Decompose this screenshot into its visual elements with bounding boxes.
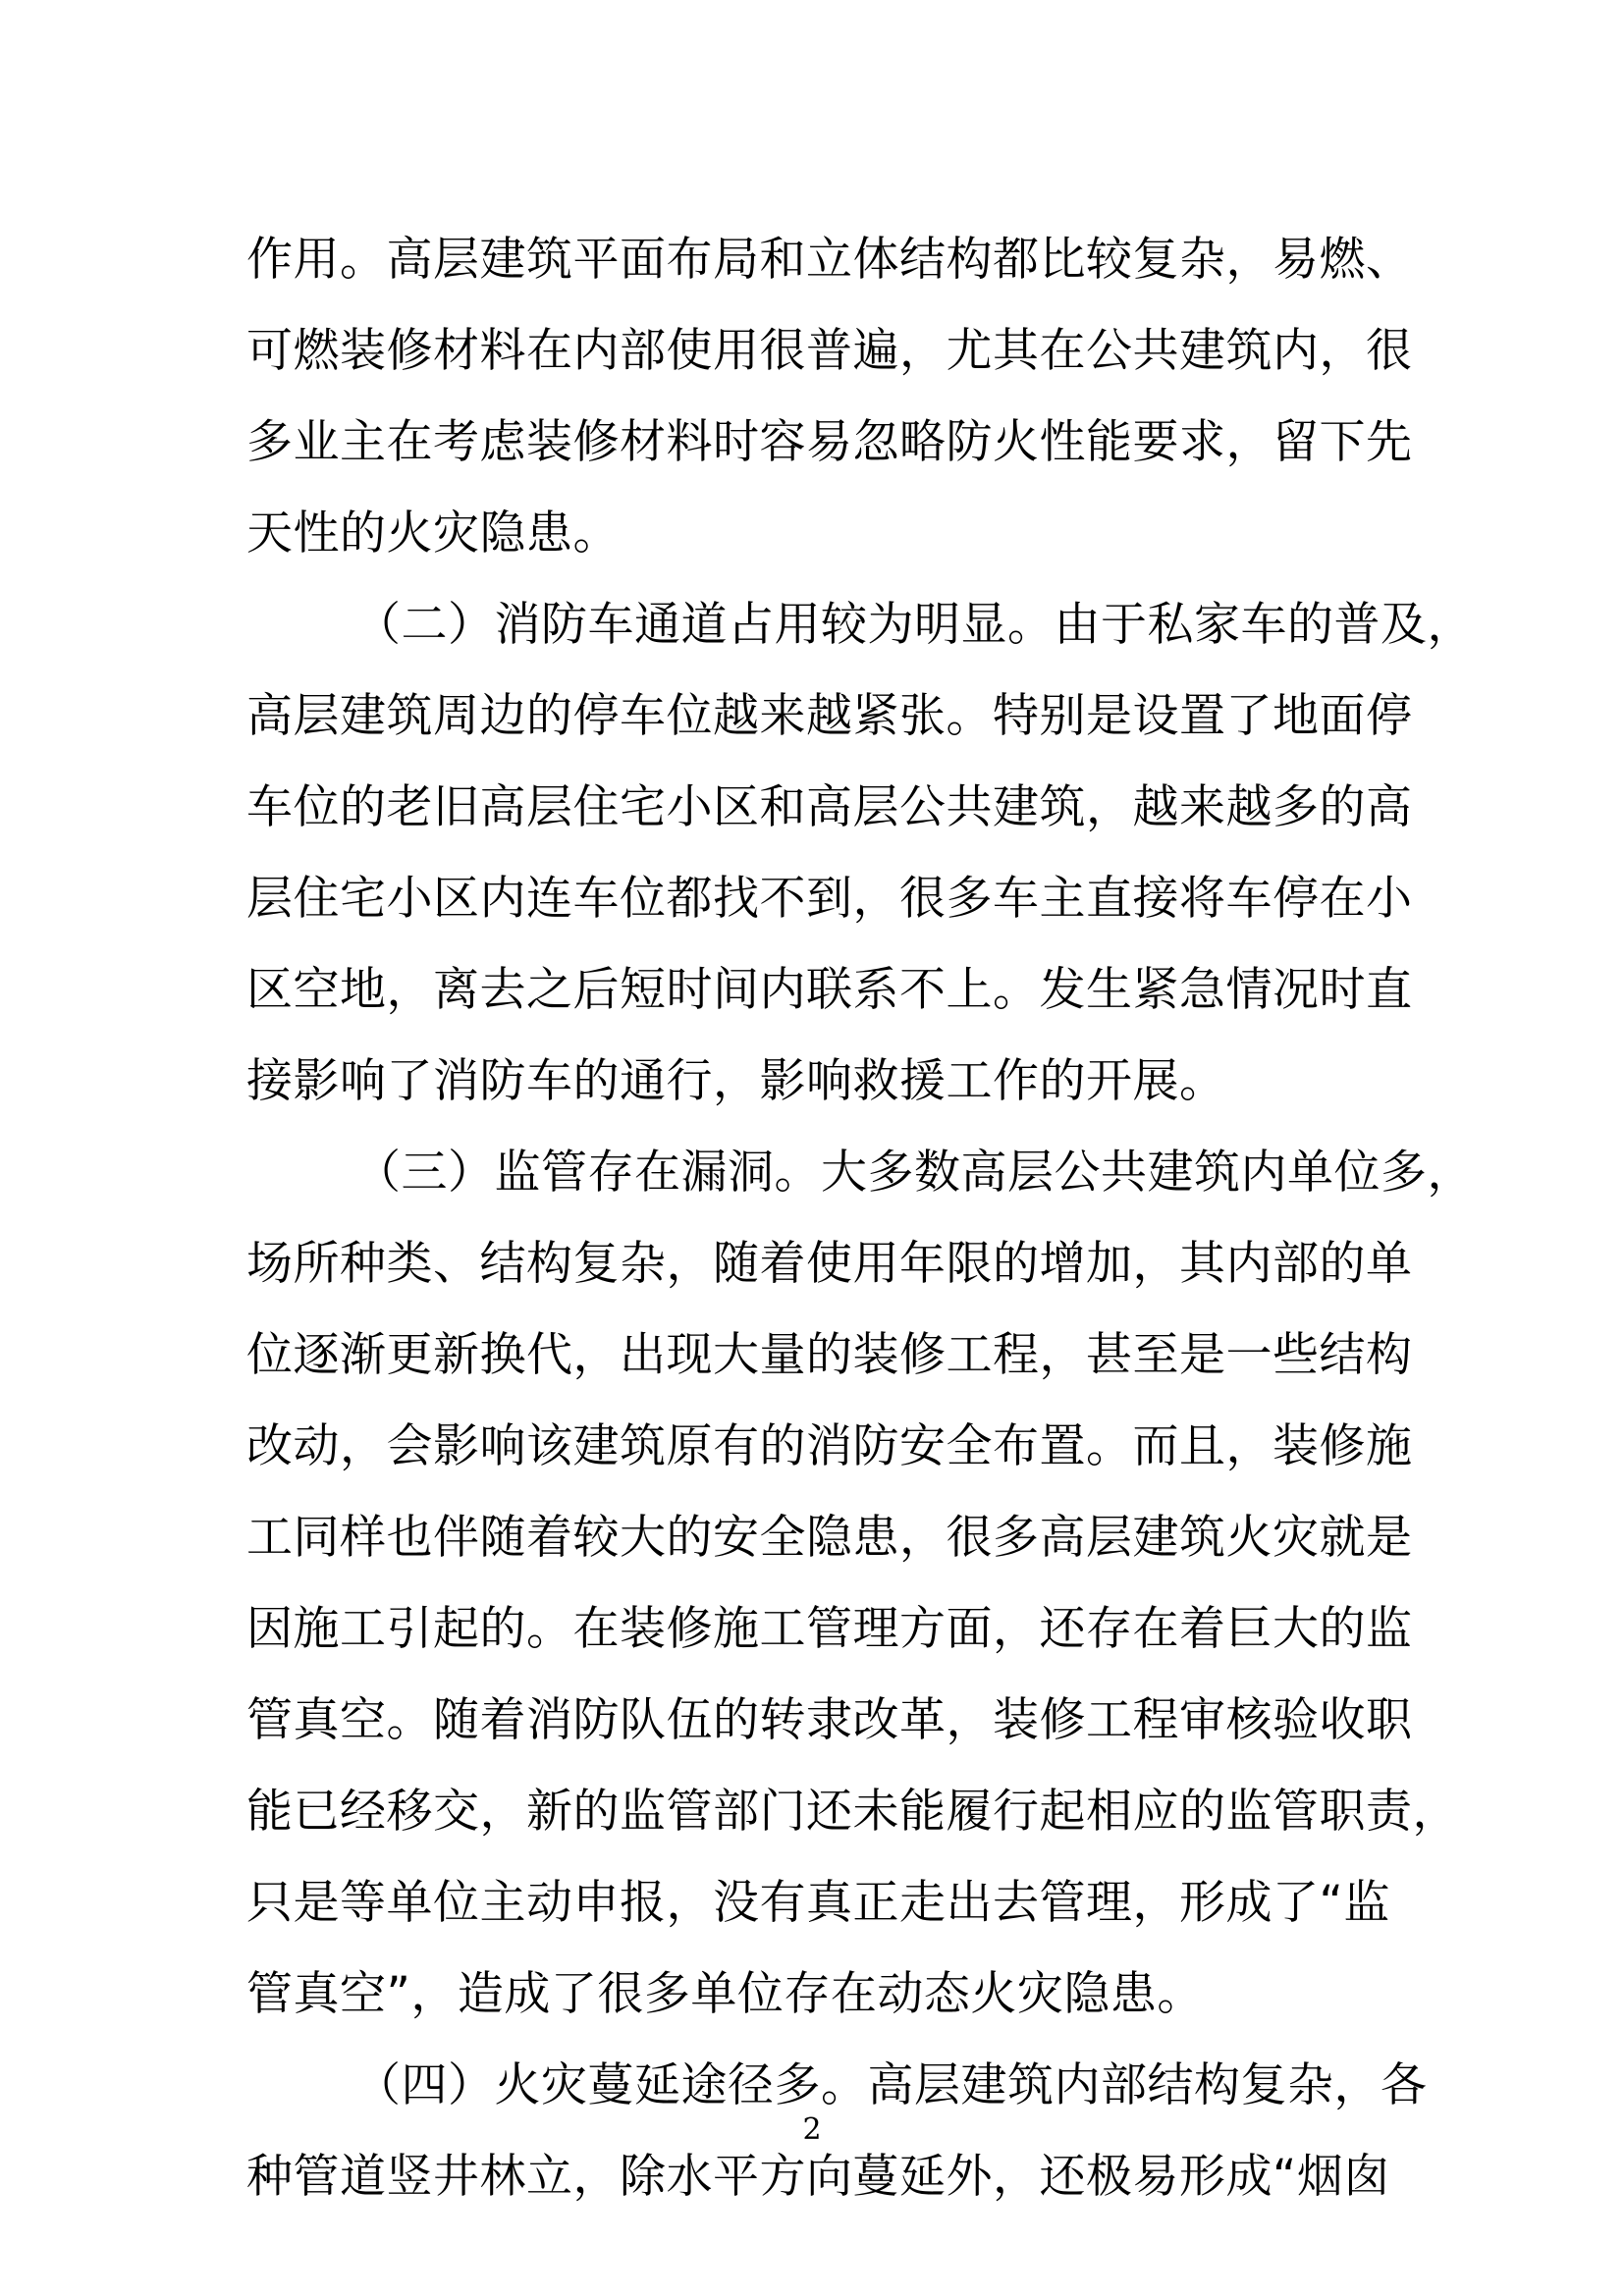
text-line: 位逐渐更新换代，出现大量的装修工程，甚至是一些结构 (246, 1328, 1413, 1382)
text-line: 工同样也伴随着较大的安全隐患，很多高层建筑火灾就是 (246, 1511, 1413, 1565)
text-line: 多业主在考虑装修材料时容易忽略防火性能要求，留下先 (246, 415, 1413, 469)
text-line: 管真空。随着消防队伍的转隶改革，装修工程审核验收职 (246, 1693, 1413, 1747)
text-line: 接影响了消防车的通行，影响救援工作的开展。 (246, 1054, 1226, 1108)
page-number: 2 (802, 2112, 822, 2147)
text-line: 区空地，离去之后短时间内联系不上。发生紧急情况时直 (246, 963, 1413, 1017)
text-line: 作用。高层建筑平面布局和立体结构都比较复杂，易燃、 (246, 233, 1413, 287)
text-line: 种管道竖井林立，除水平方向蔓延外，还极易形成“烟囱 (246, 2150, 1390, 2204)
body-text (246, 221, 1474, 2229)
text-line: 管真空”，造成了很多单位存在动态火灾隐患。 (246, 1967, 1204, 2021)
text-line: 可燃装修材料在内部使用很普遍，尤其在公共建筑内，很 (246, 324, 1413, 378)
section-heading-line: （四）火灾蔓延途径多。高层建筑内部结构复杂，各 (354, 2058, 1428, 2112)
text-line: 只是等单位主动申报，没有真正走出去管理，形成了“监 (246, 1876, 1390, 1930)
text-line: 层住宅小区内连车位都找不到，很多车主直接将车停在小 (246, 872, 1413, 926)
text-line: 天性的火灾隐患。 (246, 507, 620, 561)
text-line: 高层建筑周边的停车位越来越紧张。特别是设置了地面停 (246, 689, 1413, 743)
text-line: 改动，会影响该建筑原有的消防安全布置。而且，装修施 (246, 1419, 1413, 1473)
text-line: 车位的老旧高层住宅小区和高层公共建筑，越来越多的高 (246, 780, 1413, 834)
text-line: 场所种类、结构复杂，随着使用年限的增加，其内部的单 (246, 1237, 1413, 1291)
text-line: 因施工引起的。在装修施工管理方面，还存在着巨大的监 (246, 1602, 1413, 1656)
text-line: 能已经移交，新的监管部门还未能履行起相应的监管职责， (246, 1785, 1459, 1839)
section-heading-line: （二）消防车通道占用较为明显。由于私家车的普及， (354, 598, 1474, 652)
section-heading-line: （三）监管存在漏洞。大多数高层公共建筑内单位多， (354, 1146, 1474, 1200)
